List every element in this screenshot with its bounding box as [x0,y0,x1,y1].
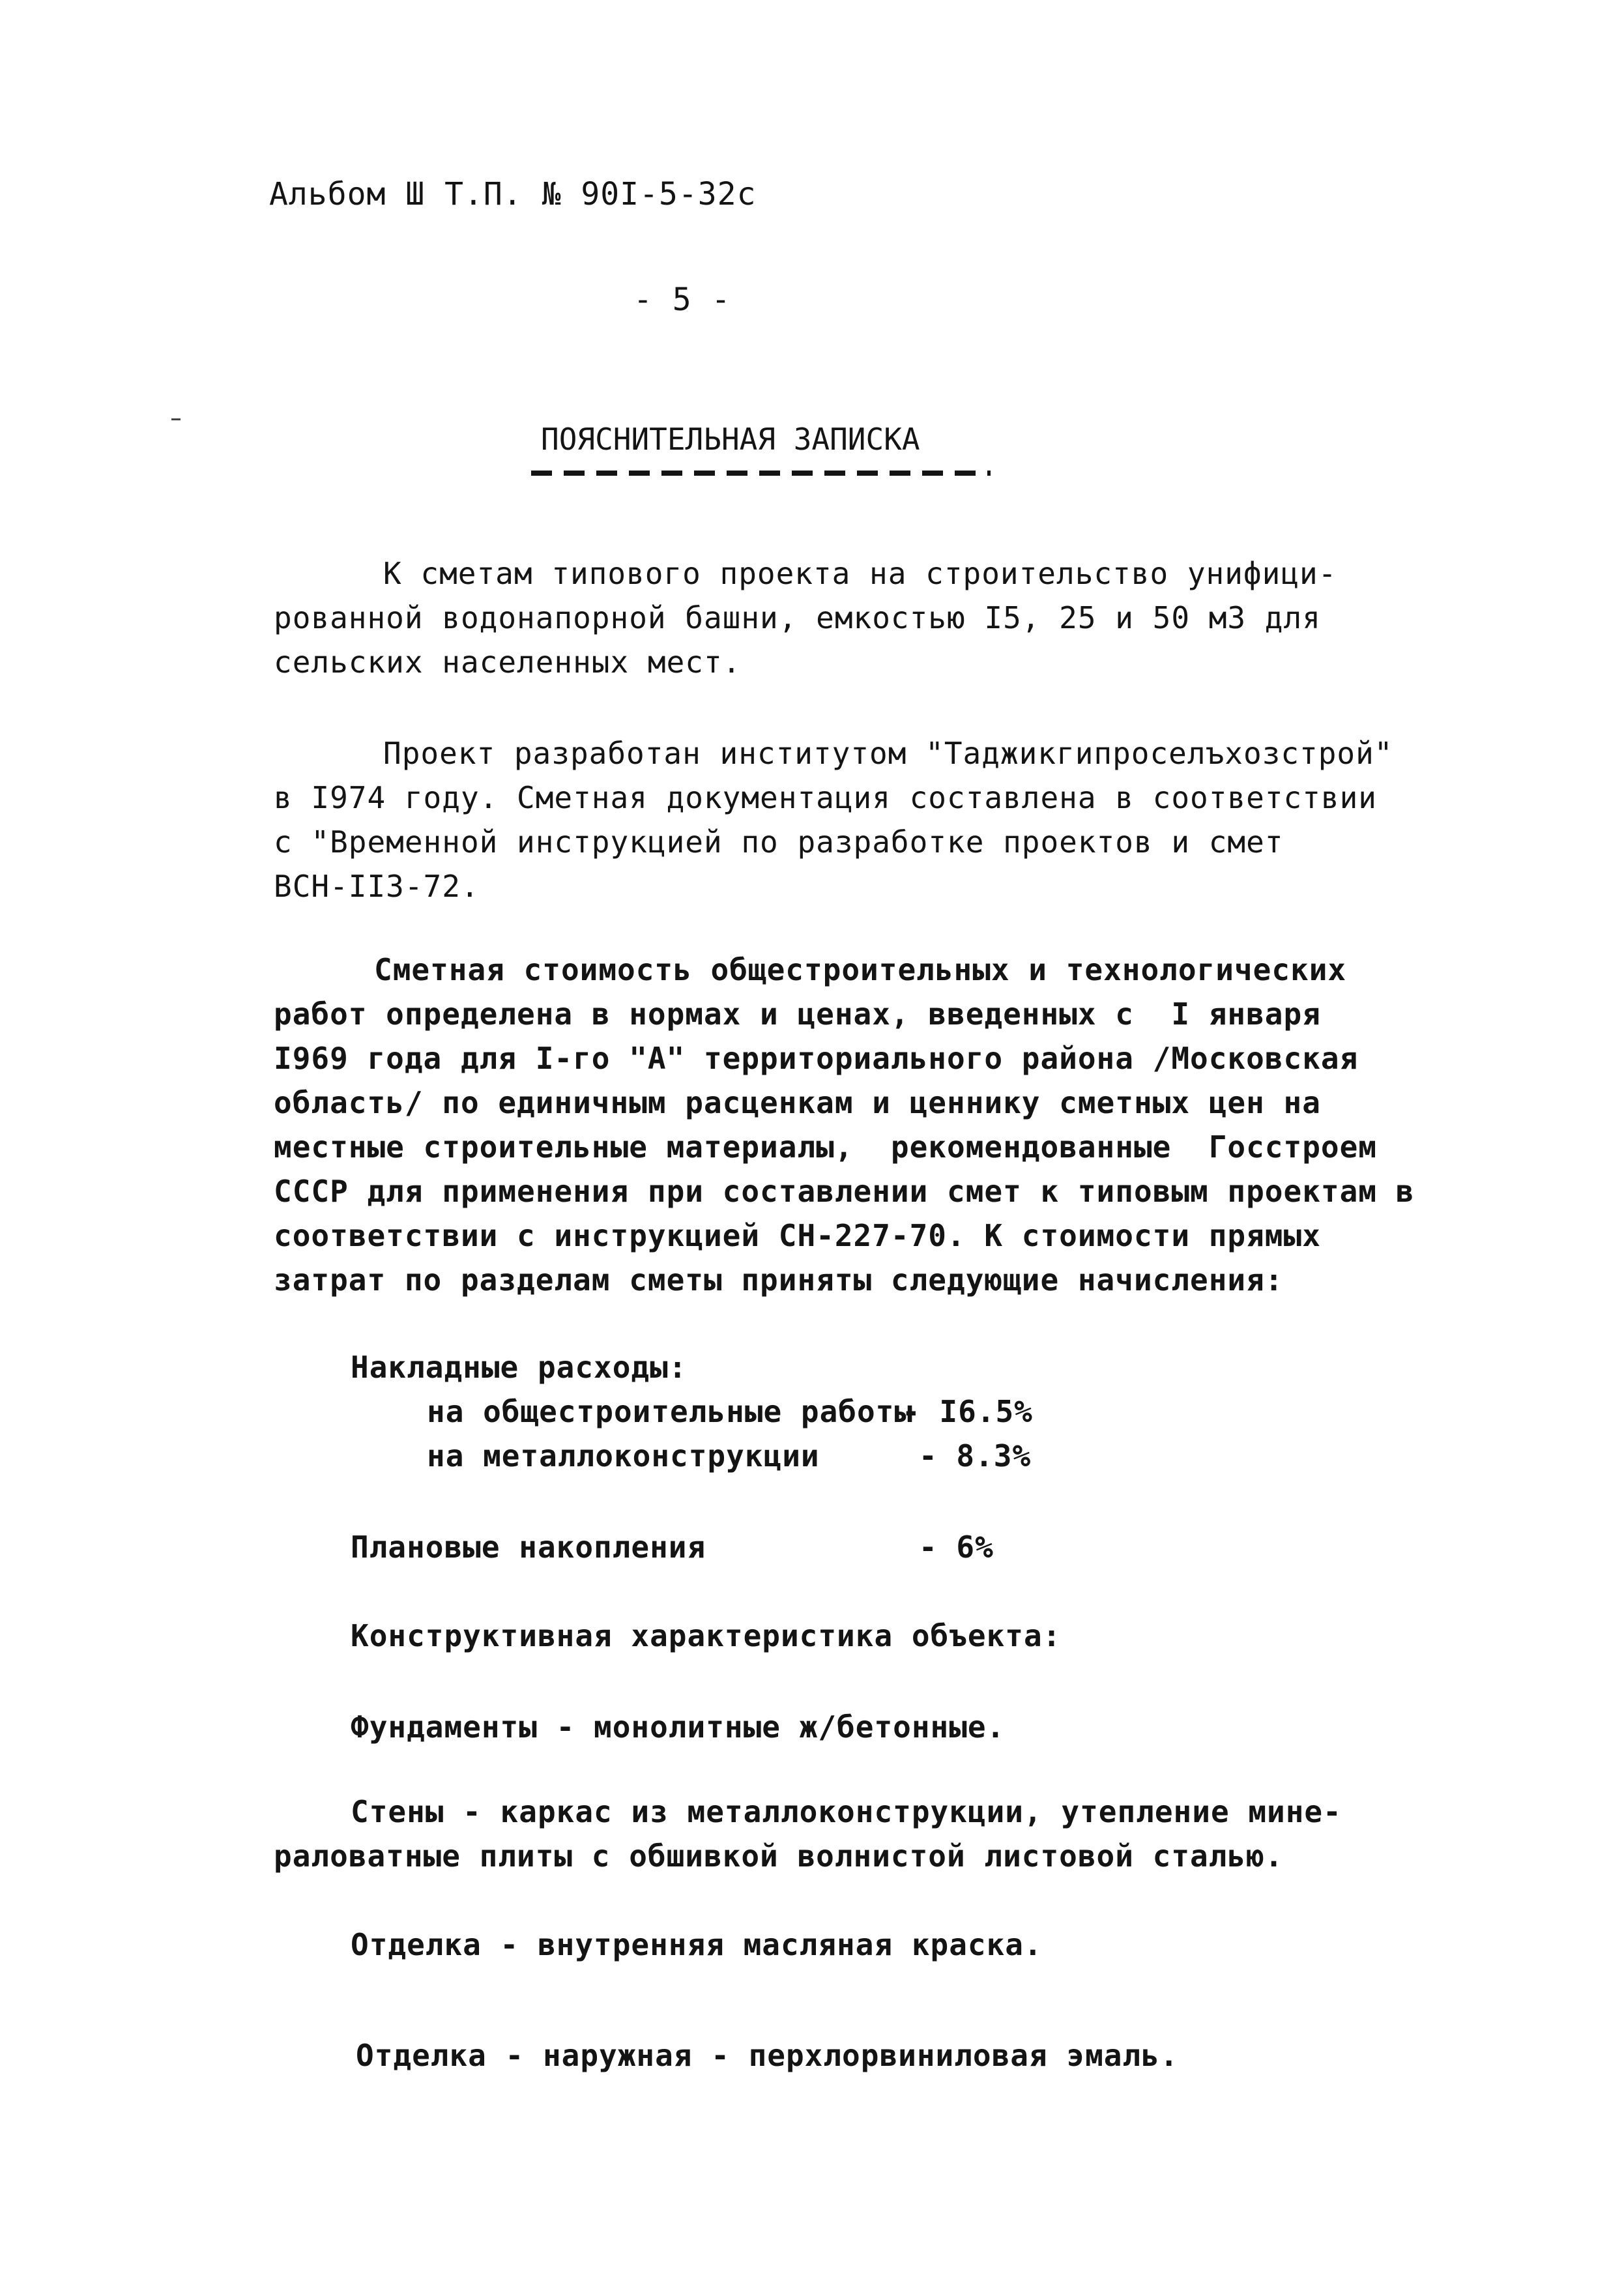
title-underline-dashes [531,471,991,476]
walls-line-1: Стены - каркас из металлоконструкции, утепление мине- [351,1794,1342,1829]
album-reference: Альбом Ш Т.П. № 90I-5-32с [269,176,757,212]
paragraph-3-line-8: затрат по разделам сметы приняты следующие начисления: [274,1262,1284,1298]
overhead-general-value: - I6.5% [902,1394,1033,1429]
paragraph-3-line-5: местные строительные материалы, рекомендованные Госстроем [274,1129,1377,1165]
paragraph-2-line-4: ВСН-II3-72. [274,869,480,904]
planned-savings-label: Плановые накопления [351,1530,706,1565]
overhead-metal-value: - 8.3% [919,1438,1032,1473]
paragraph-3-line-3: I969 года для I-го "А" территориального района /Московская [274,1041,1359,1076]
paragraph-2-line-2: в I974 году. Сметная документация составлена в соответствии [274,780,1377,815]
finish-outer-line: Отделка - наружная - перхлорвиниловая эмаль. [356,2038,1179,2073]
foundations-line: Фундаменты - монолитные ж/бетонные. [351,1709,1006,1745]
document-title: ПОЯСНИТЕЛЬНАЯ ЗАПИСКА [541,422,920,457]
page-number: - 5 - [633,282,731,318]
construction-heading: Конструктивная характеристика объекта: [351,1618,1062,1653]
paragraph-1-line-2: рованной водонапорной башни, емкостью I5, 25 и 50 м3 для [274,600,1321,635]
paragraph-1-line-3: сельских населенных мест. [274,645,742,680]
walls-line-2: раловатные плиты с обшивкой волнистой листовой сталью. [274,1838,1284,1874]
overheads-heading: Накладные расходы: [351,1350,688,1385]
paragraph-3-line-7: соответствии с инструкцией СН-227-70. К стоимости прямых [274,1218,1321,1253]
paragraph-3-line-4: область/ по единичным расценкам и ценнику сметных цен на [274,1085,1321,1120]
overhead-metal-label: на металлоконструкции [427,1438,820,1473]
paragraph-3-line-6: СССР для применения при составлении смет к типовым проектам в [274,1174,1415,1209]
paragraph-2-line-1: Проект разработан институтом "Таджикгипроселъхозстрой" [383,736,1393,771]
paragraph-1-line-1: К сметам типового проекта на строительство унифици- [383,556,1337,591]
paragraph-2-line-3: с "Временной инструкцией по разработке проектов и смет [274,824,1284,860]
overhead-general-label: на общестроительные работы [427,1394,914,1429]
planned-savings-value: - 6% [919,1530,994,1565]
paragraph-3-line-2: работ определена в нормах и ценах, введенных с I января [274,996,1321,1032]
paragraph-3-line-1: Сметная стоимость общестроительных и технологических [374,952,1347,987]
finish-inner-line: Отделка - внутренняя масляная краска. [351,1927,1043,1962]
margin-mark [171,418,181,420]
